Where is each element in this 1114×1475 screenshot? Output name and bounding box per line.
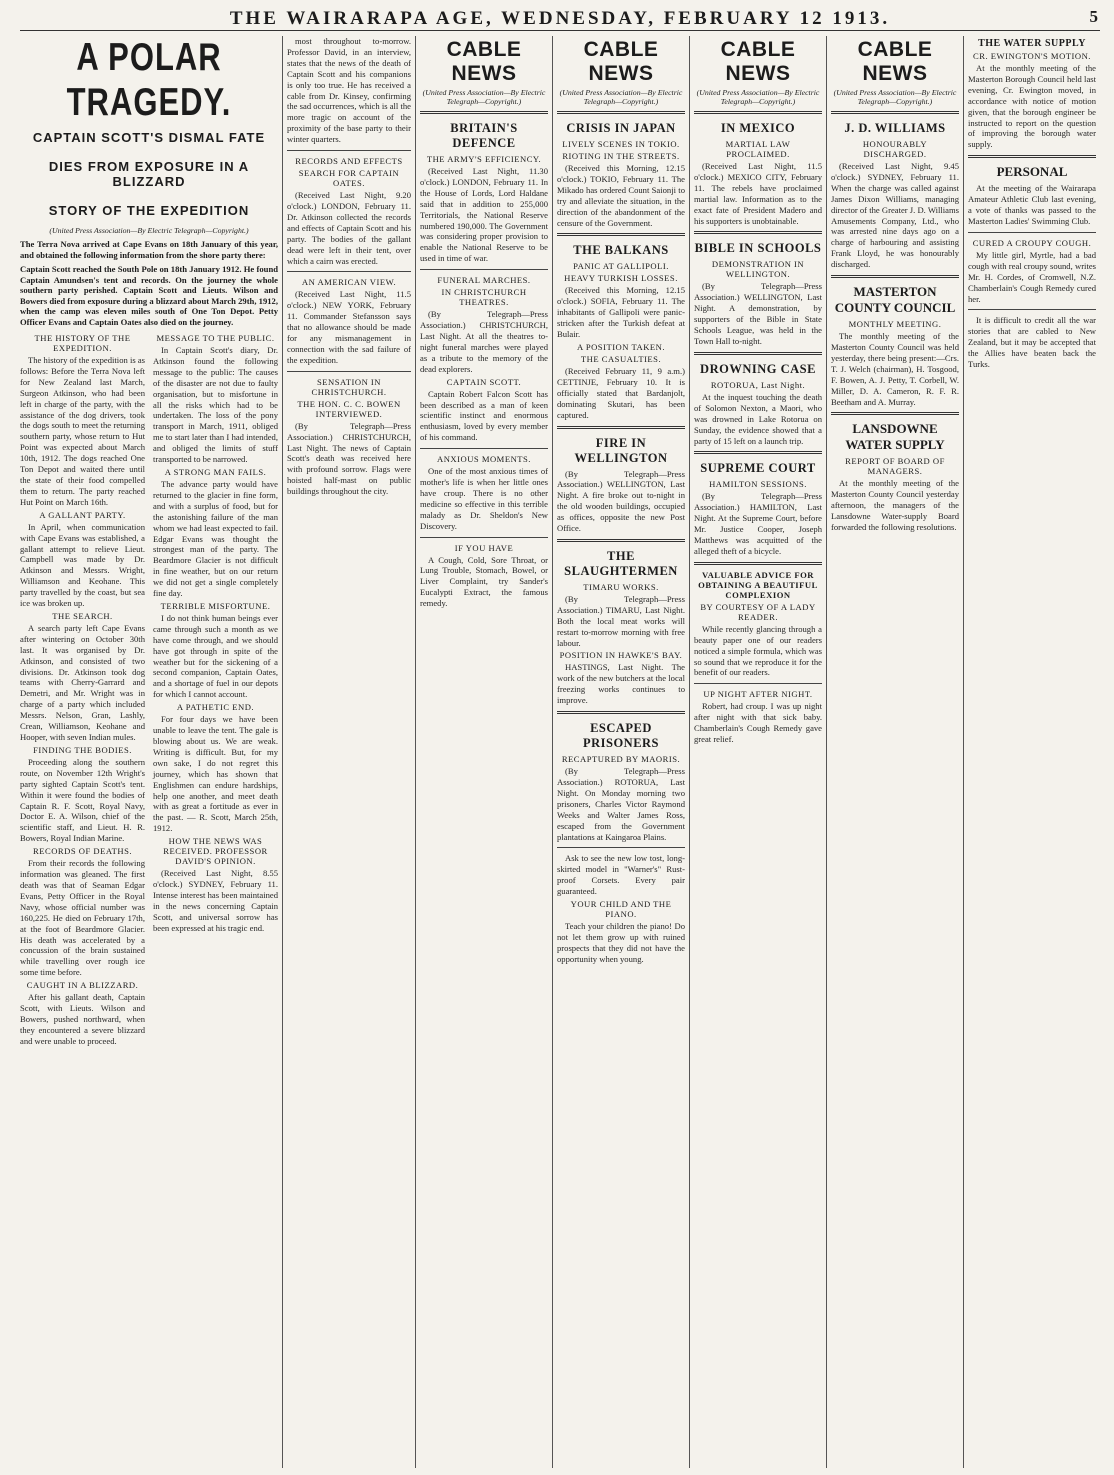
subhead-gallant: A GALLANT PARTY.: [39, 509, 126, 520]
paragraph-gallant: In April, when communication with Cape Evans was established, a gallant attempt to relieve Lieut. Campbell was made by Dr. Atkinson and Messrs. Wright, Williamson and Keohane. This party travelled by the coast, but sea ice was broken up.: [20, 521, 145, 609]
subhead-hamilton: HAMILTON SESSIONS.: [709, 479, 807, 490]
masthead: [20, 6, 1100, 31]
subhead-funeral: FUNERAL MARCHES.: [437, 275, 531, 286]
paragraph-masterton-county: The monthly meeting of the Masterton County Council was held yesterday, there being present:—Crs. T. J. Welch (chairman), H. Tosgood, F. Bowen, A. J. Petty, T. Corbell, W. Miller, D. A. Cameron, R. F. R. Beetham and A. Murray.: [831, 331, 959, 407]
paragraph-lansdowne: At the monthly meeting of the Masterton County Council yesterday afternoon, the managers of the Lansdowne Water-supply Board forwarded the following resolutions.: [831, 478, 959, 533]
paragraph-search: A search party left Cape Evans after wintering on October 30th last. It was organised by Dr. Atkinson, and consisted of two divisions. Dr. Atkinson took dog teams with Cherry-Garrard and Demetri, and Mr. Wright was in charge of a party which included Messrs. Nelson, Gran, Lashly, Crean, Williamson, Keohane and Hooper, with seven Indian mules.: [20, 622, 145, 742]
heading-fire: FIRE IN WELLINGTON: [574, 435, 668, 465]
cable-news-heading: CABLE NEWS: [446, 38, 522, 85]
paragraph-hawkes-bay: HASTINGS, Last Night. The work of the new butchers at the local freezing works continues to improve.: [557, 662, 685, 706]
subhead-croupy-cough: CURED A CROUPY COUGH.: [972, 237, 1092, 248]
lead-paragraph: The Terra Nova arrived at Cape Evans on 18th January of this year, and obtained the following information from the shore party there:: [20, 239, 278, 260]
column-3: [287, 36, 411, 1468]
cable-news-heading: CABLE NEWS: [857, 38, 933, 85]
paragraph-terrible: I do not think human beings ever came through such a month as we have come through, and we should have got through in spite of the weather but for the sickening of a second companion, Captain Oates, and a shortage of fuel in our depots for which I cannot account.: [153, 612, 278, 700]
subhead-if-you-have: IF YOU HAVE: [454, 542, 514, 553]
subhead-american: AN AMERICAN VIEW.: [301, 277, 397, 288]
heading-japan: CRISIS IN JAPAN: [566, 121, 676, 135]
lead-paragraph-2: Captain Scott reached the South Pole on 18th January 1912. He found Captain Amundsen's tent and records. On the journey the whole southern party perished. Captain Scott and Lieuts. Wilson and Bowers died from exposure during a blizzard about March 29th, 1912, when the camp was eleven miles south of One Ton Depot. Petty Officer Evans and Captain Oates also died on the journey.: [20, 264, 278, 327]
paragraph-david: most throughout to-morrow. Professor David, in an interview, states that the news of the death of Captain Scott and his companions is only too true. He has received a cable from Dr. Kinsey, confirming the sad occurrences, which is all the more tragic on account of the proximity of the base party to their winter quarters.: [287, 36, 411, 145]
paragraph-supreme-court: (By Telegraph—Press Association.) HAMILTON, Last Night. At the Supreme Court, before Mr. Justice Cooper, Joseph Matthews was acquitted of the alleged theft of a bicycle.: [694, 491, 822, 556]
paragraph-position: (Received February 11, 9 a.m.) CETTINJE, February 10. It is officially stated that Bardanjolt, dominating Skutari, has been captured.: [557, 365, 685, 420]
paragraph-fire: (By Telegraph—Press Association.) WELLINGTON, Last Night. A fire broke out to-night in the old wooden buildings, occupied as offices, opposite the new Post Office.: [557, 468, 685, 534]
paragraph-personal: At the meeting of the Wairarapa Amateur Athletic Club last evening, a vote of thanks was passed to the Masterton Ladies' Swimming Club.: [968, 183, 1096, 226]
heading-water-supply: THE WATER SUPPLY: [978, 38, 1086, 49]
paragraph-croupy-cough: My little girl, Myrtle, had a bad cough with real croupy sound, writes Mr. H. Cordes, of Cromwell, N.Z. Chamberlain's Cough Remedy cured her.: [968, 249, 1096, 304]
deck-blizzard: DIES FROM EXPOSURE IN A BLIZZARD: [48, 159, 250, 189]
paragraph-japan: (Received this Morning, 12.15 o'clock.) TOKIO, February 11. The Mikado has ordered Count Saionji to try and alleviate the situation, in the direction of the abandonment of the censure of the Government.: [557, 163, 685, 228]
paragraph-balkans: (Received this Morning, 12.15 o'clock.) SOFIA, February 11. The inhabitants of Gallipoli were panic-stricken after the Turkish defeat at Bulair.: [557, 285, 685, 340]
paragraph-slaughtermen: (By Telegraph—Press Association.) TIMARU, Last Night. Both the local meat works will restart to-morrow morning with free labour.: [557, 593, 685, 648]
column-6: [694, 36, 822, 1468]
subhead-army: THE ARMY'S EFFICIENCY.: [426, 154, 542, 164]
column-rule: [963, 36, 964, 1468]
heading-valuable-advice: VALUABLE ADVICE FOR OBTAINING A BEAUTIFUL COMPLEXION: [698, 569, 818, 600]
headline: A POLAR TRAGEDY.: [66, 36, 232, 124]
subhead-martial-law: MARTIAL LAW PROCLAIMED.: [725, 139, 791, 159]
subhead-message: MESSAGE TO THE PUBLIC.: [156, 333, 275, 343]
subhead-hawkes-bay: POSITION IN HAWKE'S BAY.: [559, 650, 683, 661]
column-4: [420, 36, 548, 1468]
paragraph-received: (Received Last Night, 8.55 o'clock.) SYDNEY, February 11. Intense interest has been maintained in the news concerning Captain Scott, and universal sorrow has been expressed at his tragic end.: [153, 868, 278, 933]
subhead-search: THE SEARCH.: [52, 610, 113, 621]
subhead-caught: CAUGHT IN A BLIZZARD.: [26, 980, 139, 991]
column-rule: [415, 36, 416, 1468]
credit-line: (United Press Association—By Electric Telegraph—Copyright.): [696, 88, 820, 106]
cable-news-heading: CABLE NEWS: [583, 38, 659, 85]
subhead-records-effects: RECORDS AND EFFECTS: [295, 156, 403, 167]
heading-balkans: THE BALKANS: [573, 243, 669, 258]
subhead-child-piano: YOUR CHILD AND THE PIANO.: [570, 899, 672, 920]
subhead-maoris: RECAPTURED BY MAORIS.: [561, 754, 681, 765]
subhead-captain-scott: CAPTAIN SCOTT.: [446, 376, 522, 387]
paragraph-bible: (By Telegraph—Press Association.) WELLINGTON, Last Night. A demonstration, by supporters of the Bible in State Schools League, was held in the Town Hall to-night.: [694, 281, 822, 346]
heading-mexico: IN MEXICO: [720, 121, 796, 135]
subhead-ewington: CR. EWINGTON'S MOTION.: [973, 51, 1091, 61]
subhead-casualties: THE CASUALTIES.: [580, 353, 662, 364]
heading-lansdowne: LANSDOWNE WATER SUPPLY: [845, 421, 945, 453]
heading-masterton-county: MASTERTON COUNTY COUNCIL: [834, 284, 956, 316]
deck-dismal-fate: CAPTAIN SCOTT'S DISMAL FATE: [32, 130, 266, 145]
subhead-theatres: IN CHRISTCHURCH THEATRES.: [441, 287, 527, 308]
subhead-pathetic: A PATHETIC END.: [176, 702, 255, 713]
polar-column-1: [20, 331, 145, 1047]
page-number: 5: [1089, 7, 1098, 26]
subhead-rioting: RIOTING IN THE STREETS.: [562, 151, 680, 161]
paragraph-corsets: Ask to see the new low tost, long-skirted model in "Warner's" Rust-proof Corsets. Every pair guaranteed.: [557, 853, 685, 897]
credit-line: (United Press Association—By Electric Telegraph—Copyright.): [833, 88, 957, 106]
masthead-title: THE WAIRARAPA AGE, WEDNESDAY, FEBRUARY 12 1913.: [229, 8, 891, 29]
polar-tragedy-article: [20, 36, 278, 1468]
subhead-strong: A STRONG MAN FAILS.: [164, 466, 267, 477]
paragraph-records-effects: (Received Last Night, 9.20 o'clock.) LONDON, February 11. Dr. Atkinson collected the records and effects of Captain Scott and his party. The bodies of the gallant dead were left in their tent, over which a cairn was erected.: [287, 190, 411, 266]
subhead-gallipoli: PANIC AT GALLIPOLI.: [573, 261, 669, 272]
paragraph-water-supply: At the monthly meeting of the Masterton Borough Council held last evening, Cr. Ewington moved, in accordance with notice of motion given, that the borough engineer be instructed to report on the question of improving the borough water supply.: [968, 63, 1096, 150]
paragraph-anxious: One of the most anxious times of mother's life is when her little ones have croup. There is no other medicine so effective in this terrible malady as Dr. Sheldon's New Discovery.: [420, 466, 548, 531]
polar-column-2: [153, 331, 278, 1047]
column-7: [831, 36, 959, 1468]
heading-williams: J. D. WILLIAMS: [844, 121, 946, 135]
subhead-finding: FINDING THE BODIES.: [33, 744, 132, 755]
paragraph-finding: Proceeding along the southern route, on November 12th Wright's party sighted Captain Scott's tent. Within it were found the bodies of Captain R. F. Scott, Royal Navy, Doctor E. A. Wilson, chief of the scientific staff, and Lieut. H. R. Bowers, Royal Indian Marine.: [20, 756, 145, 844]
paragraph-strong: The advance party would have returned to the glacier in fine form, and with a surplus of food, but for the astonishing failure of the man whom we had least expected to fail. Edgar Evans was thought the strongest man of the party. The Beardmore Glacier is not difficult in fine weather, but on our return we did not get a single completely fine day.: [153, 478, 278, 599]
heading-drowning: DROWNING CASE: [700, 361, 816, 376]
subhead-search-oates: SEARCH FOR CAPTAIN OATES.: [298, 168, 400, 189]
heading-personal: PERSONAL: [996, 164, 1068, 180]
heading-britain: BRITAIN'S DEFENCE: [450, 121, 518, 150]
subhead-up-night: UP NIGHT AFTER NIGHT.: [703, 689, 813, 700]
credit-line: (United Press Association—By Electric Telegraph—Copyright.): [49, 226, 249, 235]
paragraph-britain: (Received Last Night, 11.30 o'clock.) LONDON, February 11. In the House of Lords, Lord Haldane said that in addition to 255,000 Territorials, the National Reserve numbered 190,000. The Government was considering proper provision to enable the National Reserve to be used in time of war.: [420, 166, 548, 264]
heading-escaped: ESCAPED PRISONERS: [582, 721, 660, 751]
column-rule: [689, 36, 690, 1468]
paragraph-war-stories: It is difficult to credit all the war stories that are cabled to New Zealand, but it may be accepted that the Allies have beaten back the Turks.: [968, 315, 1096, 370]
subhead-records: RECORDS OF DEATHS.: [32, 846, 132, 857]
subhead-history: THE HISTORY OF THE EXPEDITION.: [34, 333, 131, 353]
paragraph-child-piano: Teach your children the piano! Do not let them grow up with ruined prospects that they did not have the opportunity when young.: [557, 921, 685, 964]
paragraph-funeral: (By Telegraph—Press Association.) CHRISTCHURCH, Last Night. At all the theatres to-night funeral marches were played as a tribute to the memory of the dead explorers.: [420, 309, 548, 374]
subhead-bowen: THE HON. C. C. BOWEN INTERVIEWED.: [297, 398, 401, 419]
subhead-lady-reader: BY COURTESY OF A LADY READER.: [700, 601, 816, 622]
subhead-tokio: LIVELY SCENES IN TOKIO.: [562, 139, 680, 149]
column-5: [557, 36, 685, 1468]
paragraph-up-night: Robert, had croup. I was up night after night with that sick baby. Chamberlain's Cough Remedy gave great relief.: [694, 701, 822, 745]
paragraph-pathetic: For four days we have been unable to leave the tent. The gale is blowing about us. We are weak. Writing is difficult. But, for my own sake, I do not regret this journey, which has shown that Englishmen can endure hardships, help one another, and meet death with as great a fortitude as ever in the past. — R. Scott, March 25th, 1912.: [153, 714, 278, 834]
paragraph-valuable-advice: While recently glancing through a beauty paper one of our readers noticed a simple formula, which was so sound that we reproduce it for the benefit of our readers.: [694, 623, 822, 678]
subhead-timaru: TIMARU WORKS.: [583, 581, 659, 592]
paragraph-message: In Captain Scott's diary, Dr. Atkinson found the following message to the public: The causes of the disaster are not due to faulty organisation, but to misfortune in all the risks which had to be undertaken. The loss of the pony transport in March, 1911, obliged me to start later than I had intended, and obliged the limits of stuff transported to be narrowed.: [153, 345, 278, 465]
cable-news-heading: CABLE NEWS: [720, 38, 796, 85]
paragraph-american: (Received Last Night, 11.5 o'clock.) NEW YORK, February 11. Commander Stefansson says that no allowance should be made for any mismanagement in connection with the sad failure of the expedition.: [287, 289, 411, 365]
subhead-monthly-meeting: MONTHLY MEETING.: [848, 319, 942, 330]
deck-story: STORY OF THE EXPEDITION: [48, 203, 250, 218]
paragraph-caught: After his gallant death, Captain Scott, with Lieuts. Wilson and Bowers, pushed northward, when they encountered a severe blizzard and were unable to proceed.: [20, 992, 145, 1046]
credit-line: (United Press Association—By Electric Telegraph—Copyright.): [559, 88, 683, 106]
subhead-turkish-losses: HEAVY TURKISH LOSSES.: [564, 273, 678, 284]
subhead-terrible: TERRIBLE MISFORTUNE.: [160, 600, 271, 611]
subhead-board-managers: REPORT OF BOARD OF MANAGERS.: [845, 456, 945, 477]
subhead-demonstration: DEMONSTRATION IN WELLINGTON.: [711, 259, 805, 280]
paragraph-history: The history of the expedition is as follows: Before the Terra Nova left for New Zealand last March, Surgeon Atkinson, who had been left in charge of the party, with the assistance of the dog drivers, took the dogs south to meet the returning southern party, whose return to Hut Point was expected about March 10th, 1912. The dogs reached One Ton Depot and waited there until the state of their food compelled them to return. The party reached Hut Point on March 16th.: [20, 355, 145, 507]
subhead-anxious: ANXIOUS MOMENTS.: [437, 454, 531, 465]
paragraph-escaped: (By Telegraph—Press Association.) ROTORUA, Last Night. On Monday morning two prisoners, Charles Victor Raymond Weeks and Walter James Ross, escaped from the Government plantations at Kaingaroa Plains.: [557, 766, 685, 842]
subhead-position: A POSITION TAKEN.: [576, 341, 666, 352]
column-rule: [552, 36, 553, 1468]
paragraph-sensation: (By Telegraph—Press Association.) CHRISTCHURCH, Last Night. The news of Captain Scott's death was received here with profound sorrow. Flags were hoisted half-mast on public buildings throughout the city.: [287, 420, 411, 497]
paragraph-records: From their records the following information was gleaned. The first death was that of Seaman Edgar Evans, Petty Officer in the Royal Navy, whose official number was 160,225. He died on February 17th, at the foot of Beardmore Glacier. His death was accelerated by a concussion of the brain sustained while travelling over rough ice some time before.: [20, 858, 145, 978]
credit-line: (United Press Association—By Electric Telegraph—Copyright.): [422, 88, 546, 106]
subhead-received: HOW THE NEWS WAS RECEIVED. PROFESSOR DAVID'S OPINION.: [163, 836, 268, 867]
subhead-sensation: SENSATION IN CHRISTCHURCH.: [311, 376, 387, 397]
heading-supreme-court: SUPREME COURT: [700, 461, 816, 476]
paragraph-mexico: (Received Last Night, 11.5 o'clock.) MEXICO CITY, February 11. The rebels have proclaimed martial law. Information as to the exact fate of President Madero and his supporters is unobtainable.: [694, 161, 822, 226]
column-rule: [826, 36, 827, 1468]
paragraph-drowning: At the inquest touching the death of Solomon Nexton, a Maori, who was drowned in Lake Rotorua on Sunday, the evidence showed that a party of 15 left on a launch trip.: [694, 391, 822, 446]
column-rule: [282, 36, 283, 1468]
paragraph-williams: (Received Last Night, 9.45 o'clock.) SYDNEY, February 11. When the charge was called against James Dixon Williams, managing director of the Greater J. D. Williams Amusements Company, Ltd., who was arrested nine days ago on a charge of harbouring and assisting Frank Lloyd, he was honourably discharged.: [831, 161, 959, 270]
paragraph-captain-scott: Captain Robert Falcon Scott has been described as a man of keen scientific instinct and enormous enthusiasm, loved by every member of his command.: [420, 388, 548, 443]
heading-bible: BIBLE IN SCHOOLS: [694, 241, 822, 256]
subhead-rotorua: ROTORUA, Last Night.: [710, 379, 806, 390]
heading-slaughtermen: THE SLAUGHTERMEN: [564, 548, 678, 578]
subhead-discharged: HONOURABLY DISCHARGED.: [862, 139, 928, 159]
column-8: [968, 36, 1096, 1468]
paragraph-if-you-have: A Cough, Cold, Sore Throat, or Lung Trouble, Stomach, Bowel, or Liver Complaint, try Sander's Eucalypti Extract, the famous remedy.: [420, 554, 548, 609]
